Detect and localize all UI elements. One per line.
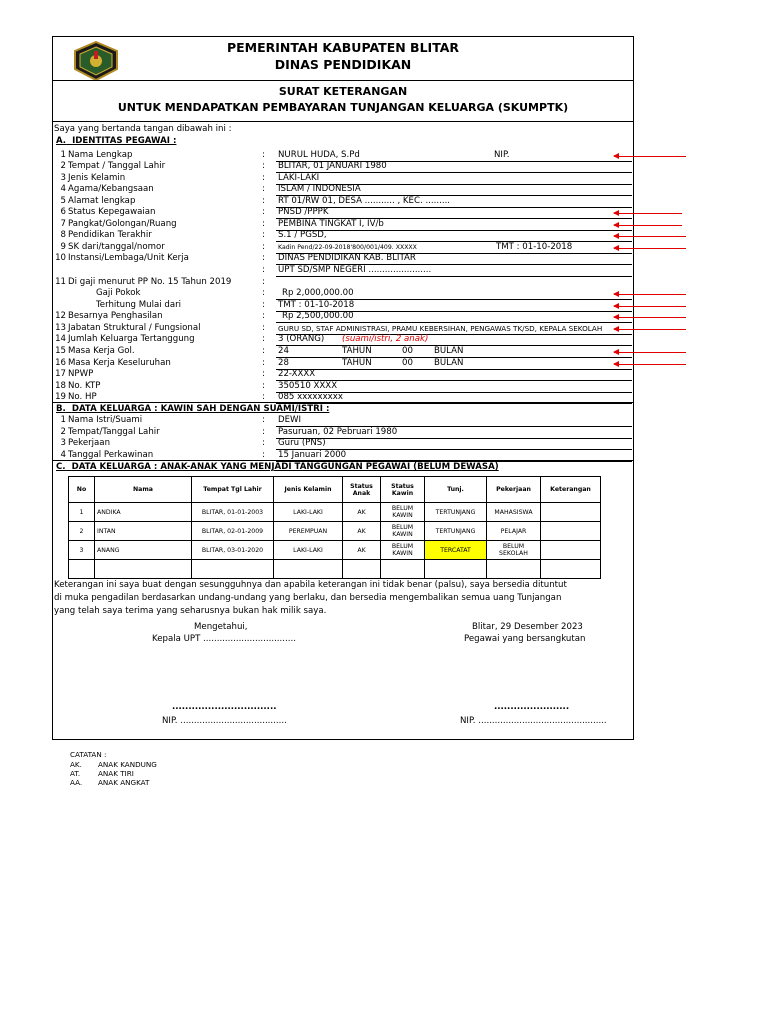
row-number: 12 [55,311,66,321]
field-label: Tempat / Tanggal Lahir [68,161,166,171]
field-value: GURU SD, STAF ADMINISTRASI, PRAMU KEBERSIHAN, PENGAWAS TK/SD, KEPALA SEKOLAH [278,324,603,333]
field-value: Rp 2,000,000.00 [282,288,354,298]
table-cell [95,560,192,579]
row-number: 6 [60,207,66,217]
field-label: Di gaji menurut PP No. 15 Tahun 2019 [68,277,232,287]
table-header-row [69,477,601,503]
table-cell [69,560,95,579]
table-cell: PELAJAR [487,522,541,541]
field-underline [276,369,632,370]
field-label: Alamat lengkap [68,196,136,206]
field-label: Tanggal Perkawinan [68,450,154,460]
field-label: Besarnya Penghasilan [68,311,163,321]
statement-line2: di muka pengadilan berdasarkan undang-undang yang berlaku, dan bersedia mengembalikan semua uang Tunjangan [54,593,562,603]
field-value: 3 (ORANG) [278,334,325,344]
sign-right-line2: Pegawai yang bersangkutan [464,634,586,644]
table-row [69,541,601,560]
sk-tmt: TMT : 01-10-2018 [496,242,573,252]
pointer-arrow-icon [614,364,686,365]
field-value: ISLAM / INDONESIA [278,184,361,194]
row-number: 13 [55,323,66,333]
field-colon: : [262,253,265,263]
note-code: AA. [70,778,83,787]
field-label: Masa Kerja Keseluruhan [68,358,171,368]
table-cell: PEREMPUAN [274,522,343,541]
field-label: Instansi/Lembaga/Unit Kerja [68,253,189,263]
row-number: 2 [60,161,66,171]
field-label: Pendidikan Terakhir [68,230,152,240]
table-cell: LAKI-LAKI [274,503,343,522]
pointer-arrow-icon [614,156,686,157]
table-cell: BELUM KAWIN [381,541,425,560]
field-value: 085 xxxxxxxxx [278,392,343,402]
row-number: 3 [60,173,66,183]
table-row [69,522,601,541]
field-value: Rp 2,500,000.00 [282,311,354,321]
field-colon: : [262,150,265,160]
field-value: PNSD /PPPK [278,207,329,217]
field-value: S.1 / PGSD, [278,230,327,240]
header-divider [53,80,633,81]
section-b-title: B. DATA KELUARGA : KAWIN SAH DENGAN SUAMI/ISTRI : [56,404,330,414]
row-number: 14 [55,334,66,344]
field-colon: : [262,369,265,379]
masa-total-bulan: BULAN [434,358,464,368]
field-label: Jabatan Struktural / Fungsional [68,323,201,333]
pointer-arrow-icon [614,294,686,295]
row-number: 11 [55,277,66,287]
table-cell [541,522,601,541]
col-ttl: Tempat Tgl Lahir [192,477,274,503]
note-text: ANAK ANGKAT [98,778,150,787]
sign-right-name: ....................... [494,702,570,712]
header-line2: DINAS PENDIDIKAN [274,57,412,72]
table-cell: TERCATAT [425,541,487,560]
field-underline [276,207,632,208]
table-row [69,560,601,579]
field-value: DINAS PENDIDIKAN KAB. BLITAR [278,253,416,263]
nip-label: NIP. [494,150,510,160]
masa-total-tahun: TAHUN [342,358,372,368]
table-cell [425,560,487,579]
sign-left-line2: Kepala UPT .................................. [152,634,296,644]
children-table [68,476,601,579]
field-label: Tempat/Tanggal Lahir [68,427,160,437]
row-number: 2 [60,427,66,437]
col-no: No [69,477,95,503]
field-colon: : [262,450,265,460]
field-value: DEWI [278,415,302,425]
row-number: 18 [55,381,66,391]
row-number: 3 [60,438,66,448]
field-value: RT 01/RW 01, DESA ........... , KEC. ......... [278,196,451,206]
table-cell: BELUM KAWIN [381,503,425,522]
col-nama: Nama [95,477,192,503]
field-underline [276,241,632,242]
statement-line1: Keterangan ini saya buat dengan sesungguhnya dan apabila keterangan ini tidak benar (palsu), saya bersedia dituntut [54,580,567,590]
section-divider [52,460,634,461]
table-cell: BELUM KAWIN [381,522,425,541]
table-cell: BLITAR, 03-01-2020 [192,541,274,560]
pointer-arrow-icon [614,352,686,353]
field-value: Kadin Pend/22-09-2018'800/001/409. XXXXX [278,244,417,251]
note-code: AK. [70,760,82,769]
field-colon: : [262,415,265,425]
table-cell [541,560,601,579]
header-line1: PEMERINTAH KABUPATEN BLITAR [226,40,460,55]
table-cell: LAKI-LAKI [274,541,343,560]
field-label: Terhitung Mulai dari [96,300,182,310]
table-cell: 2 [69,522,95,541]
field-label: No. HP [68,392,97,402]
field-label: Status Kepegawaian [68,207,156,217]
section-c-title: C. DATA KELUARGA : ANAK-ANAK YANG MENJADI TANGGUNGAN PEGAWAI (BELUM DEWASA) [56,462,499,472]
field-colon: : [262,323,265,333]
table-cell [487,560,541,579]
table-cell: AK [343,522,381,541]
table-cell: 3 [69,541,95,560]
table-row [69,503,601,522]
pointer-arrow-icon [614,225,682,226]
field-value: Pasuruan, 02 Pebruari 1980 [278,427,398,437]
row-number: 10 [55,253,66,263]
sign-left-nip: NIP. ....................................... [162,716,287,726]
col-status-anak: Status Anak [343,477,381,503]
field-colon: : [262,300,265,310]
statement-line3: yang telah saya terima yang seharusnya bukan hak milik saya. [54,606,327,616]
table-cell: AK [343,541,381,560]
table-cell: BELUM SEKOLAH [487,541,541,560]
field-colon: : [262,311,265,321]
field-colon: : [262,438,265,448]
field-value: 24 [278,346,289,356]
table-cell [192,560,274,579]
row-number: 1 [60,415,66,425]
table-cell [274,560,343,579]
field-label: Jenis Kelamin [68,173,126,183]
field-colon: : [262,161,265,171]
pointer-arrow-icon [614,329,686,330]
field-value: UPT SD/SMP NEGERI ....................... [278,265,432,275]
field-label: Pangkat/Golongan/Ruang [68,219,177,229]
field-underline [276,276,632,277]
field-colon: : [262,288,265,298]
table-cell: TERTUNJANG [425,522,487,541]
field-colon: : [262,381,265,391]
field-label: No. KTP [68,381,101,391]
field-colon: : [262,207,265,217]
field-value: 350510 XXXX [278,381,338,391]
notes-title: CATATAN : [70,750,107,759]
field-value: 15 Januari 2000 [278,450,347,460]
row-number: 5 [60,196,66,206]
field-label: Masa Kerja Gol. [68,346,135,356]
row-number: 8 [60,230,66,240]
field-colon: : [262,196,265,206]
field-label: Pekerjaan [68,438,111,448]
col-pekerjaan: Pekerjaan [487,477,541,503]
col-status-kawin: Status Kawin [381,477,425,503]
field-colon: : [262,173,265,183]
sign-right-nip: NIP. ............................................... [460,716,607,726]
row-number: 4 [60,450,66,460]
note-text: ANAK KANDUNG [98,760,157,769]
sign-right-line1: Blitar, 29 Desember 2023 [472,622,583,632]
note-text: ANAK TIRI [98,769,134,778]
sign-left-line1: Mengetahui, [194,622,248,632]
field-value: Guru (PNS) [278,438,326,448]
pointer-arrow-icon [614,248,686,249]
field-underline [276,322,632,323]
field-value: NURUL HUDA, S.Pd [278,150,360,160]
row-number: 17 [55,369,66,379]
field-colon: : [262,427,265,437]
row-number: 9 [60,242,66,252]
field-label: SK dari/tanggal/nomor [68,242,165,252]
field-value: PEMBINA TINGKAT I, IV/b [278,219,384,229]
note-code: AT. [70,769,81,778]
field-underline [276,334,632,335]
field-value: 28 [278,358,289,368]
table-cell: INTAN [95,522,192,541]
section-a-title: A. IDENTITAS PEGAWAI : [56,136,177,146]
masa-gol-bulan: BULAN [434,346,464,356]
table-cell [541,541,601,560]
field-colon: : [262,184,265,194]
field-colon: : [262,277,265,287]
row-number: 19 [55,392,66,402]
table-cell: ANANG [95,541,192,560]
field-label: NPWP [68,369,94,379]
row-number: 15 [55,346,66,356]
col-jk: Jenis Kelamin [274,477,343,503]
table-cell: 1 [69,503,95,522]
field-underline [276,230,632,231]
sign-left-name: ................................ [172,702,277,712]
field-colon: : [262,230,265,240]
table-cell [541,503,601,522]
field-colon: : [262,334,265,344]
table-cell: AK [343,503,381,522]
title-divider [53,121,633,122]
pointer-arrow-icon [614,213,682,214]
intro-text: Saya yang bertanda tangan dibawah ini : [54,124,232,134]
row-number: 16 [55,358,66,368]
doc-title2: UNTUK MENDAPATKAN PEMBAYARAN TUNJANGAN KELUARGA (SKUMPTK) [117,101,569,114]
table-cell [381,560,425,579]
table-cell: BLITAR, 01-01-2003 [192,503,274,522]
field-value: TMT : 01-10-2018 [278,300,355,310]
table-cell: TERTUNJANG [425,503,487,522]
field-label: Nama Lengkap [68,150,133,160]
field-label: Agama/Kebangsaan [68,184,154,194]
masa-gol-tahun: TAHUN [342,346,372,356]
pointer-arrow-icon [614,317,686,318]
section-divider [52,402,634,403]
table-cell [343,560,381,579]
row-number: 7 [60,219,66,229]
field-value: BLITAR, 01 JANUARI 1980 [278,161,387,171]
table-cell: BLITAR, 02-01-2009 [192,522,274,541]
field-underline [276,172,632,173]
masa-gol-bulan-val: 00 [402,346,413,356]
field-underline [276,438,632,439]
field-colon: : [262,219,265,229]
field-label: Gaji Pokok [96,288,141,298]
field-value: LAKI-LAKI [278,173,320,183]
row-number: 1 [60,150,66,160]
table-cell: MAHASISWA [487,503,541,522]
field-value: 22-XXXX [278,369,316,379]
field-label: Nama Istri/Suami [68,415,143,425]
field-colon: : [262,346,265,356]
pointer-arrow-icon [614,236,686,237]
row-number: 4 [60,184,66,194]
doc-title1: SURAT KETERANGAN [278,85,408,98]
field-colon: : [262,392,265,402]
field-colon: : [262,242,265,252]
col-tunj: Tunj. [425,477,487,503]
pointer-arrow-icon [614,306,686,307]
masa-total-bulan-val: 00 [402,358,413,368]
table-cell: ANDIKA [95,503,192,522]
col-keterangan: Keterangan [541,477,601,503]
field-colon: : [262,358,265,368]
family-note: (suami/istri, 2 anak) [342,334,429,344]
field-label: Jumlah Keluarga Tertanggung [68,334,195,344]
field-colon: : [262,265,265,275]
